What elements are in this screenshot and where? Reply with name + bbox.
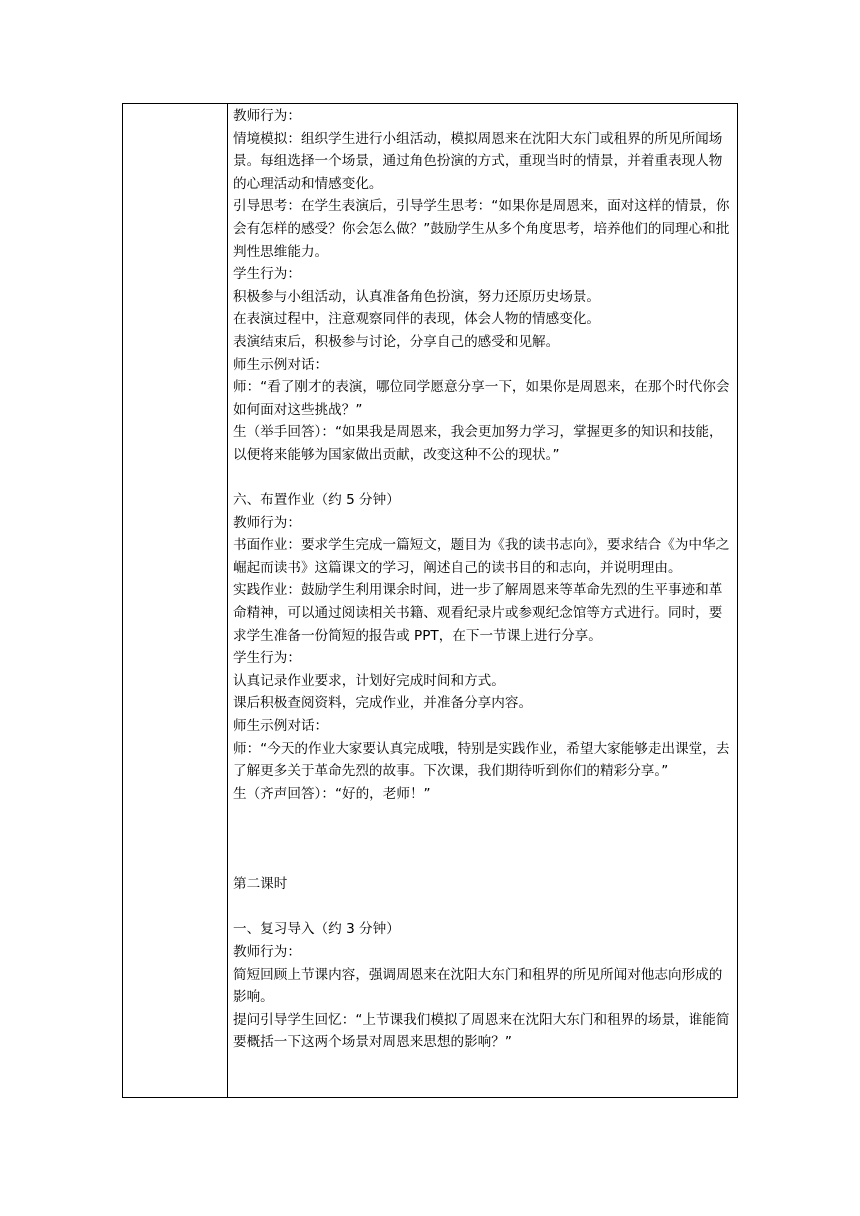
text-line: 教师行为： xyxy=(233,108,301,124)
text-line: 认真记录作业要求，计划好完成时间和方式。 xyxy=(233,672,505,689)
text-line: 课后积极查阅资料，完成作业，并准备分享内容。 xyxy=(233,695,533,712)
text-line: 学生行为： xyxy=(233,650,301,667)
text-line: 引导思考：在学生表演后，引导学生思考：“如果你是周恩来，面对这样的情景，你会有怎样的感受？你会怎么做？”鼓励学生从多个角度思考，培养他们的同理心和批判性思维能力。 xyxy=(233,198,730,260)
text-line: 教师行为： xyxy=(233,514,301,531)
lesson-table xyxy=(122,103,738,1098)
text-line: 教师行为： xyxy=(233,943,301,960)
text-line: 生（举手回答）：“如果我是周恩来，我会更加努力学习，掌握更多的知识和技能，以便将来能够为国家做出贡献，改变这种不公的现状。” xyxy=(233,424,723,463)
text-line: 实践作业：鼓励学生利用课余时间，进一步了解周恩来等革命先烈的生平事迹和革命精神，可以通过阅读相关书籍、观看纪录片或参观纪念馆等方式进行。同时，要求学生准备一份简短的报告或 PPT，在下一节课上进行分享。 xyxy=(233,582,723,644)
text-line: 简短回顾上节课内容，强调周恩来在沈阳大东门和租界的所见所闻对他志向形成的影响。 xyxy=(233,966,723,1006)
text-line: 师：“今天的作业大家要认真完成哦，特别是实践作业，希望大家能够走出课堂，去了解更多关于革命先烈的故事。下次课，我们期待听到你们的精彩分享。” xyxy=(233,740,730,780)
blank-line xyxy=(233,467,733,490)
column-divider xyxy=(227,104,228,1097)
section-heading: 一、复习导入（约 3 分钟） xyxy=(233,921,400,938)
text-line: 书面作业：要求学生完成一篇短文，题目为《我的读书志向》，要求结合《为中华之崛起而读书》这篇课文的学习，阐述自己的读书目的和志向，并说明理由。 xyxy=(233,537,730,576)
text-line: 师生示例对话： xyxy=(233,718,329,735)
text-line: 积极参与小组活动，认真准备角色扮演，努力还原历史场景。 xyxy=(233,288,601,305)
text-line: 生（齐声回答）：“好的，老师！” xyxy=(233,785,431,802)
section-heading: 六、布置作业（约 5 分钟） xyxy=(233,492,400,509)
text-line: 提问引导学生回忆：“上节课我们模拟了周恩来在沈阳大东门和租界的场景，谁能简要概括一下这两个场景对周恩来思想的影响？” xyxy=(233,1011,730,1051)
lesson-heading: 第二课时 xyxy=(233,876,288,893)
text-line: 师生示例对话： xyxy=(233,356,329,373)
blank-lines xyxy=(233,805,733,873)
text-line: 师：“看了刚才的表演，哪位同学愿意分享一下，如果你是周恩来，在那个时代你会如何面对这些挑战？” xyxy=(233,379,730,418)
lesson-content-cell xyxy=(233,105,733,1054)
blank-line xyxy=(233,896,733,919)
text-line: 表演结束后，积极参与讨论，分享自己的感受和见解。 xyxy=(233,333,560,350)
text-line: 学生行为： xyxy=(233,266,301,283)
text-line: 情境模拟：组织学生进行小组活动，模拟周恩来在沈阳大东门或租界的所见所闻场景。每组选择一个场景，通过角色扮演的方式，重现当时的情景，并着重表现人物的心理活动和情感变化。 xyxy=(233,130,723,192)
text-line: 在表演过程中，注意观察同伴的表现，体会人物的情感变化。 xyxy=(233,311,601,328)
